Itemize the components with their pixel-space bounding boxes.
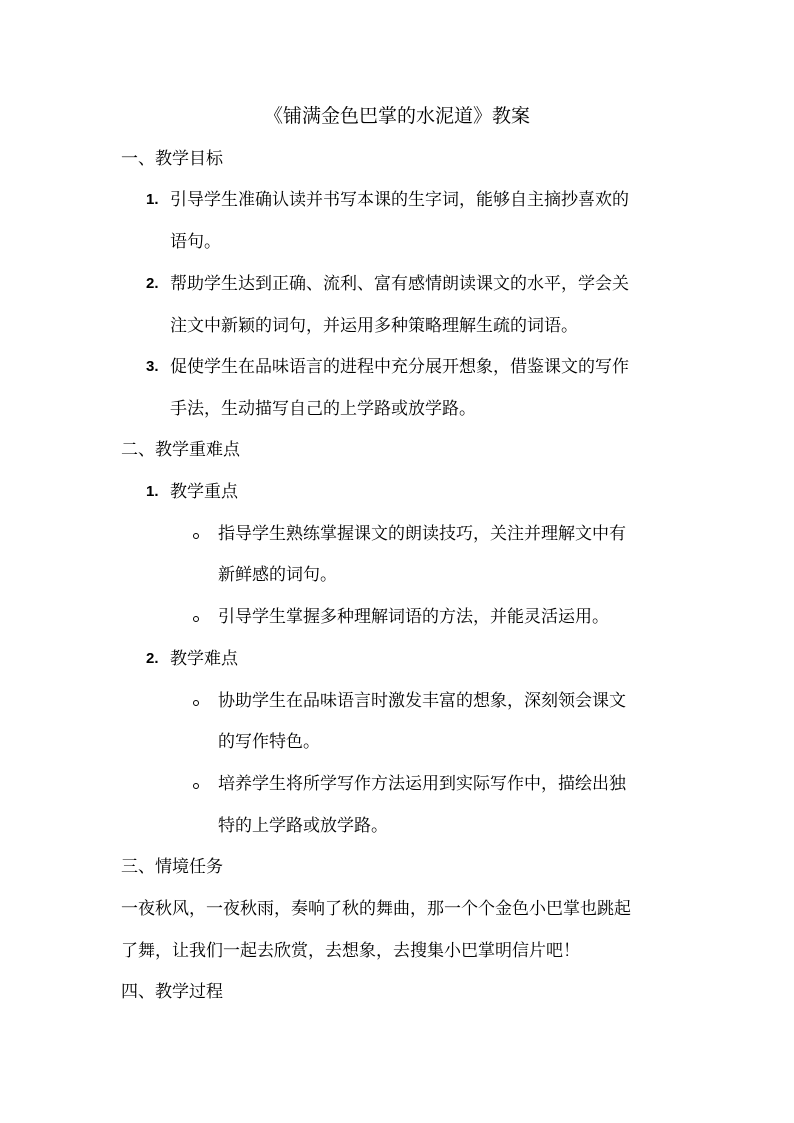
list-item-text: 语句。 bbox=[170, 232, 221, 252]
section-heading-teaching-process: 四、教学过程 bbox=[121, 982, 223, 1002]
bullet-text: 指导学生熟练掌握课文的朗读技巧，关注并理解文中有 bbox=[218, 524, 626, 544]
bullet-text: 的写作特色。 bbox=[218, 732, 320, 752]
bullet-icon bbox=[193, 783, 199, 789]
bullet-text: 新鲜感的词句。 bbox=[218, 565, 337, 585]
list-number: 3. bbox=[146, 358, 159, 375]
section-heading-objectives: 一、教学目标 bbox=[121, 149, 223, 169]
list-item-text: 促使学生在品味语言的进程中充分展开想象，借鉴课文的写作 bbox=[170, 357, 629, 377]
list-number: 1. bbox=[146, 483, 159, 500]
bullet-text: 协助学生在品味语言时激发丰富的想象，深刻领会课文 bbox=[218, 691, 626, 711]
paragraph-text: 了舞，让我们一起去欣赏，去想象，去搜集小巴掌明信片吧！ bbox=[121, 941, 580, 961]
list-item-text: 引导学生准确认读并书写本课的生字词，能够自主摘抄喜欢的 bbox=[170, 190, 629, 210]
list-item-text: 手法，生动描写自己的上学路或放学路。 bbox=[170, 399, 476, 419]
document-title: 《铺满金色巴掌的水泥道》教案 bbox=[263, 105, 530, 127]
list-number: 2. bbox=[146, 650, 159, 667]
bullet-text: 引导学生掌握多种理解词语的方法，并能灵活运用。 bbox=[218, 607, 609, 627]
list-number: 1. bbox=[146, 191, 159, 208]
list-item-text: 注文中新颖的词句，并运用多种策略理解生疏的词语。 bbox=[170, 316, 578, 336]
list-number: 2. bbox=[146, 275, 159, 292]
section-heading-scenario-task: 三、情境任务 bbox=[121, 857, 223, 877]
section-heading-key-points: 二、教学重难点 bbox=[121, 440, 240, 460]
subsection-label: 教学重点 bbox=[170, 482, 238, 502]
paragraph-text: 一夜秋风，一夜秋雨，奏响了秋的舞曲，那一个个金色小巴掌也跳起 bbox=[121, 899, 631, 919]
bullet-text: 特的上学路或放学路。 bbox=[218, 816, 388, 836]
list-item-text: 帮助学生达到正确、流利、富有感情朗读课文的水平，学会关 bbox=[170, 274, 629, 294]
bullet-icon bbox=[193, 616, 199, 622]
bullet-text: 培养学生将所学写作方法运用到实际写作中，描绘出独 bbox=[218, 774, 626, 794]
bullet-icon bbox=[193, 533, 199, 539]
bullet-icon bbox=[193, 700, 199, 706]
subsection-label: 教学难点 bbox=[170, 649, 238, 669]
